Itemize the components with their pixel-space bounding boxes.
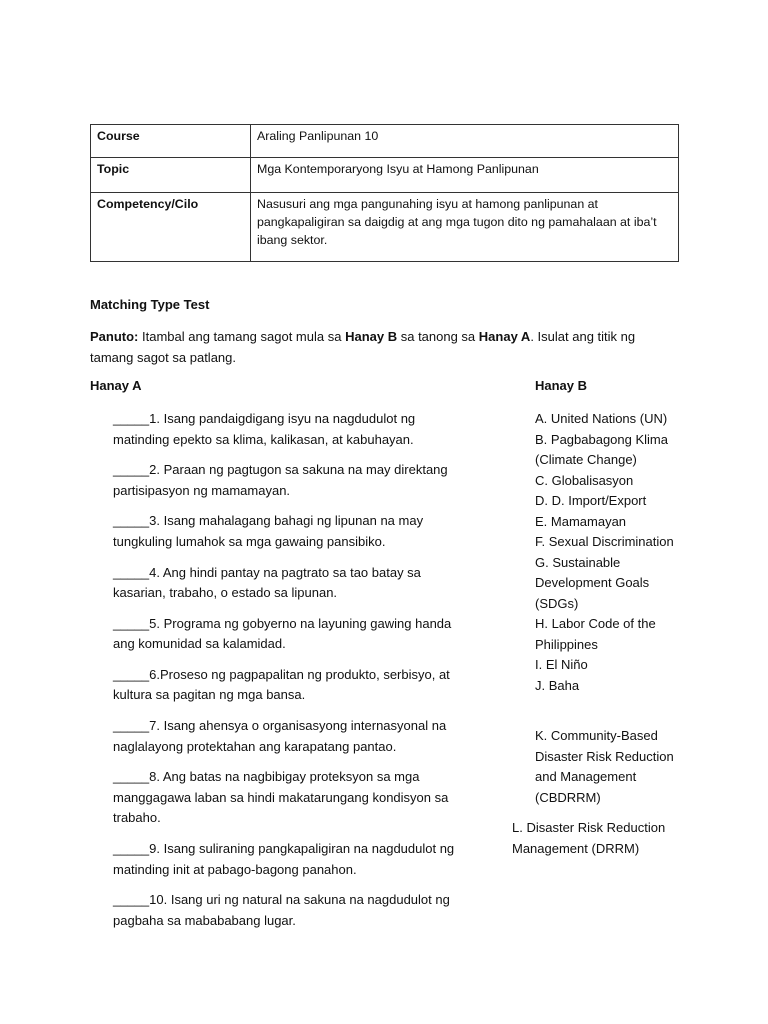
question-1: _____1. Isang pandaigdigang isyu na nagdudulot ng matinding epekto sa klima, kalikasan, at kabuhayan. (113, 411, 416, 447)
question-8: _____8. Ang batas na nagbibigay proteksyon sa mga manggagawa laban sa hindi makatarungang kondisyon sa trabaho. (113, 769, 449, 826)
course-label: Course (91, 125, 251, 158)
table-row-topic (91, 158, 679, 193)
question-5: _____5. Programa ng gobyerno na layuning gawing handa ang komunidad sa kalamidad. (113, 615, 452, 652)
topic-label: Topic (91, 158, 251, 193)
competency-label: Competency/Cilo (91, 193, 251, 262)
answer-b: B. Pagbabagong Klima (Climate Change) (535, 431, 668, 467)
question-10: _____10. Isang uri ng natural na sakuna na nagdudulot ng pagbaha sa mabababang lugar. (113, 892, 450, 928)
table-row-course (91, 125, 679, 158)
answer-a: A. United Nations (UN) (535, 411, 668, 426)
question-2: _____2. Paraan ng pagtugon sa sakuna na may direktang partisipasyon ng mamamayan. (113, 462, 448, 498)
instructions-text-1: Itambal ang tamang sagot mula sa (138, 329, 346, 344)
instructions-text-3: . Isulat ang titik ng tamang sagot sa patlang. (90, 329, 636, 365)
topic-value: Mga Kontemporaryong Isyu at Hamong Panlipunan (251, 158, 679, 193)
answer-i: I. El Niño (535, 657, 588, 672)
instructions-bold-hanay-a: Hanay A (478, 329, 531, 344)
question-6: _____6.Proseso ng pagpapalitan ng produkto, serbisyo, at kultura sa pagitan ng mga bansa. (113, 666, 450, 703)
answer-h: H. Labor Code of the Philippines (535, 616, 656, 652)
instructions (90, 327, 670, 368)
question-9: _____9. Isang suliraning pangkapaligiran na nagdudulot ng matinding init at pabago-bagong panahon. (113, 841, 455, 877)
test-title: Matching Type Test (90, 297, 210, 312)
question-4: _____4. Ang hindi pantay na pagtrato sa tao batay sa kasarian, trabaho, o estado sa lipunan. (113, 564, 421, 601)
question-3: _____3. Isang mahalagang bahagi ng lipunan na may tungkuling lumahok sa mga gawaing pansibiko. (113, 513, 424, 549)
course-info-table (90, 124, 679, 262)
instructions-label: Panuto: (90, 329, 139, 344)
answer-l: L. Disaster Risk Reduction Management (DRRM) (512, 820, 666, 856)
instructions-bold-hanay-b: Hanay B (345, 329, 398, 344)
hanay-b-heading: Hanay B (535, 378, 588, 393)
competency-value: Nasusuri ang mga pangunahing isyu at hamong panlipunan at pangkapaligiran sa daigdig at ang mga tugon dito ng pamahalaan at iba’t ibang sektor. (251, 193, 679, 262)
hanay-a-heading: Hanay A (90, 378, 142, 393)
hanay-b-list (535, 409, 685, 696)
course-value: Araling Panlipunan 10 (251, 125, 679, 158)
question-7: _____7. Isang ahensya o organisasyong internasyonal na naglalayong protektahan ang karapatang pantao. (113, 718, 447, 754)
answer-c: C. Globalisasyon (535, 472, 634, 488)
instructions-text-2: sa tanong sa (397, 329, 479, 344)
answer-k: K. Community-Based Disaster Risk Reduction and Management (CBDRRM) (535, 728, 674, 805)
answer-g: G. Sustainable Development Goals (SDGs) (535, 554, 650, 611)
answer-d: D. D. Import/Export (535, 493, 647, 508)
answer-e: E. Mamamayan (535, 513, 627, 529)
answer-f: F. Sexual Discrimination (535, 534, 674, 549)
answer-j: J. Baha (535, 677, 580, 693)
hanay-a-list (113, 409, 475, 941)
table-row-competency (91, 193, 679, 262)
